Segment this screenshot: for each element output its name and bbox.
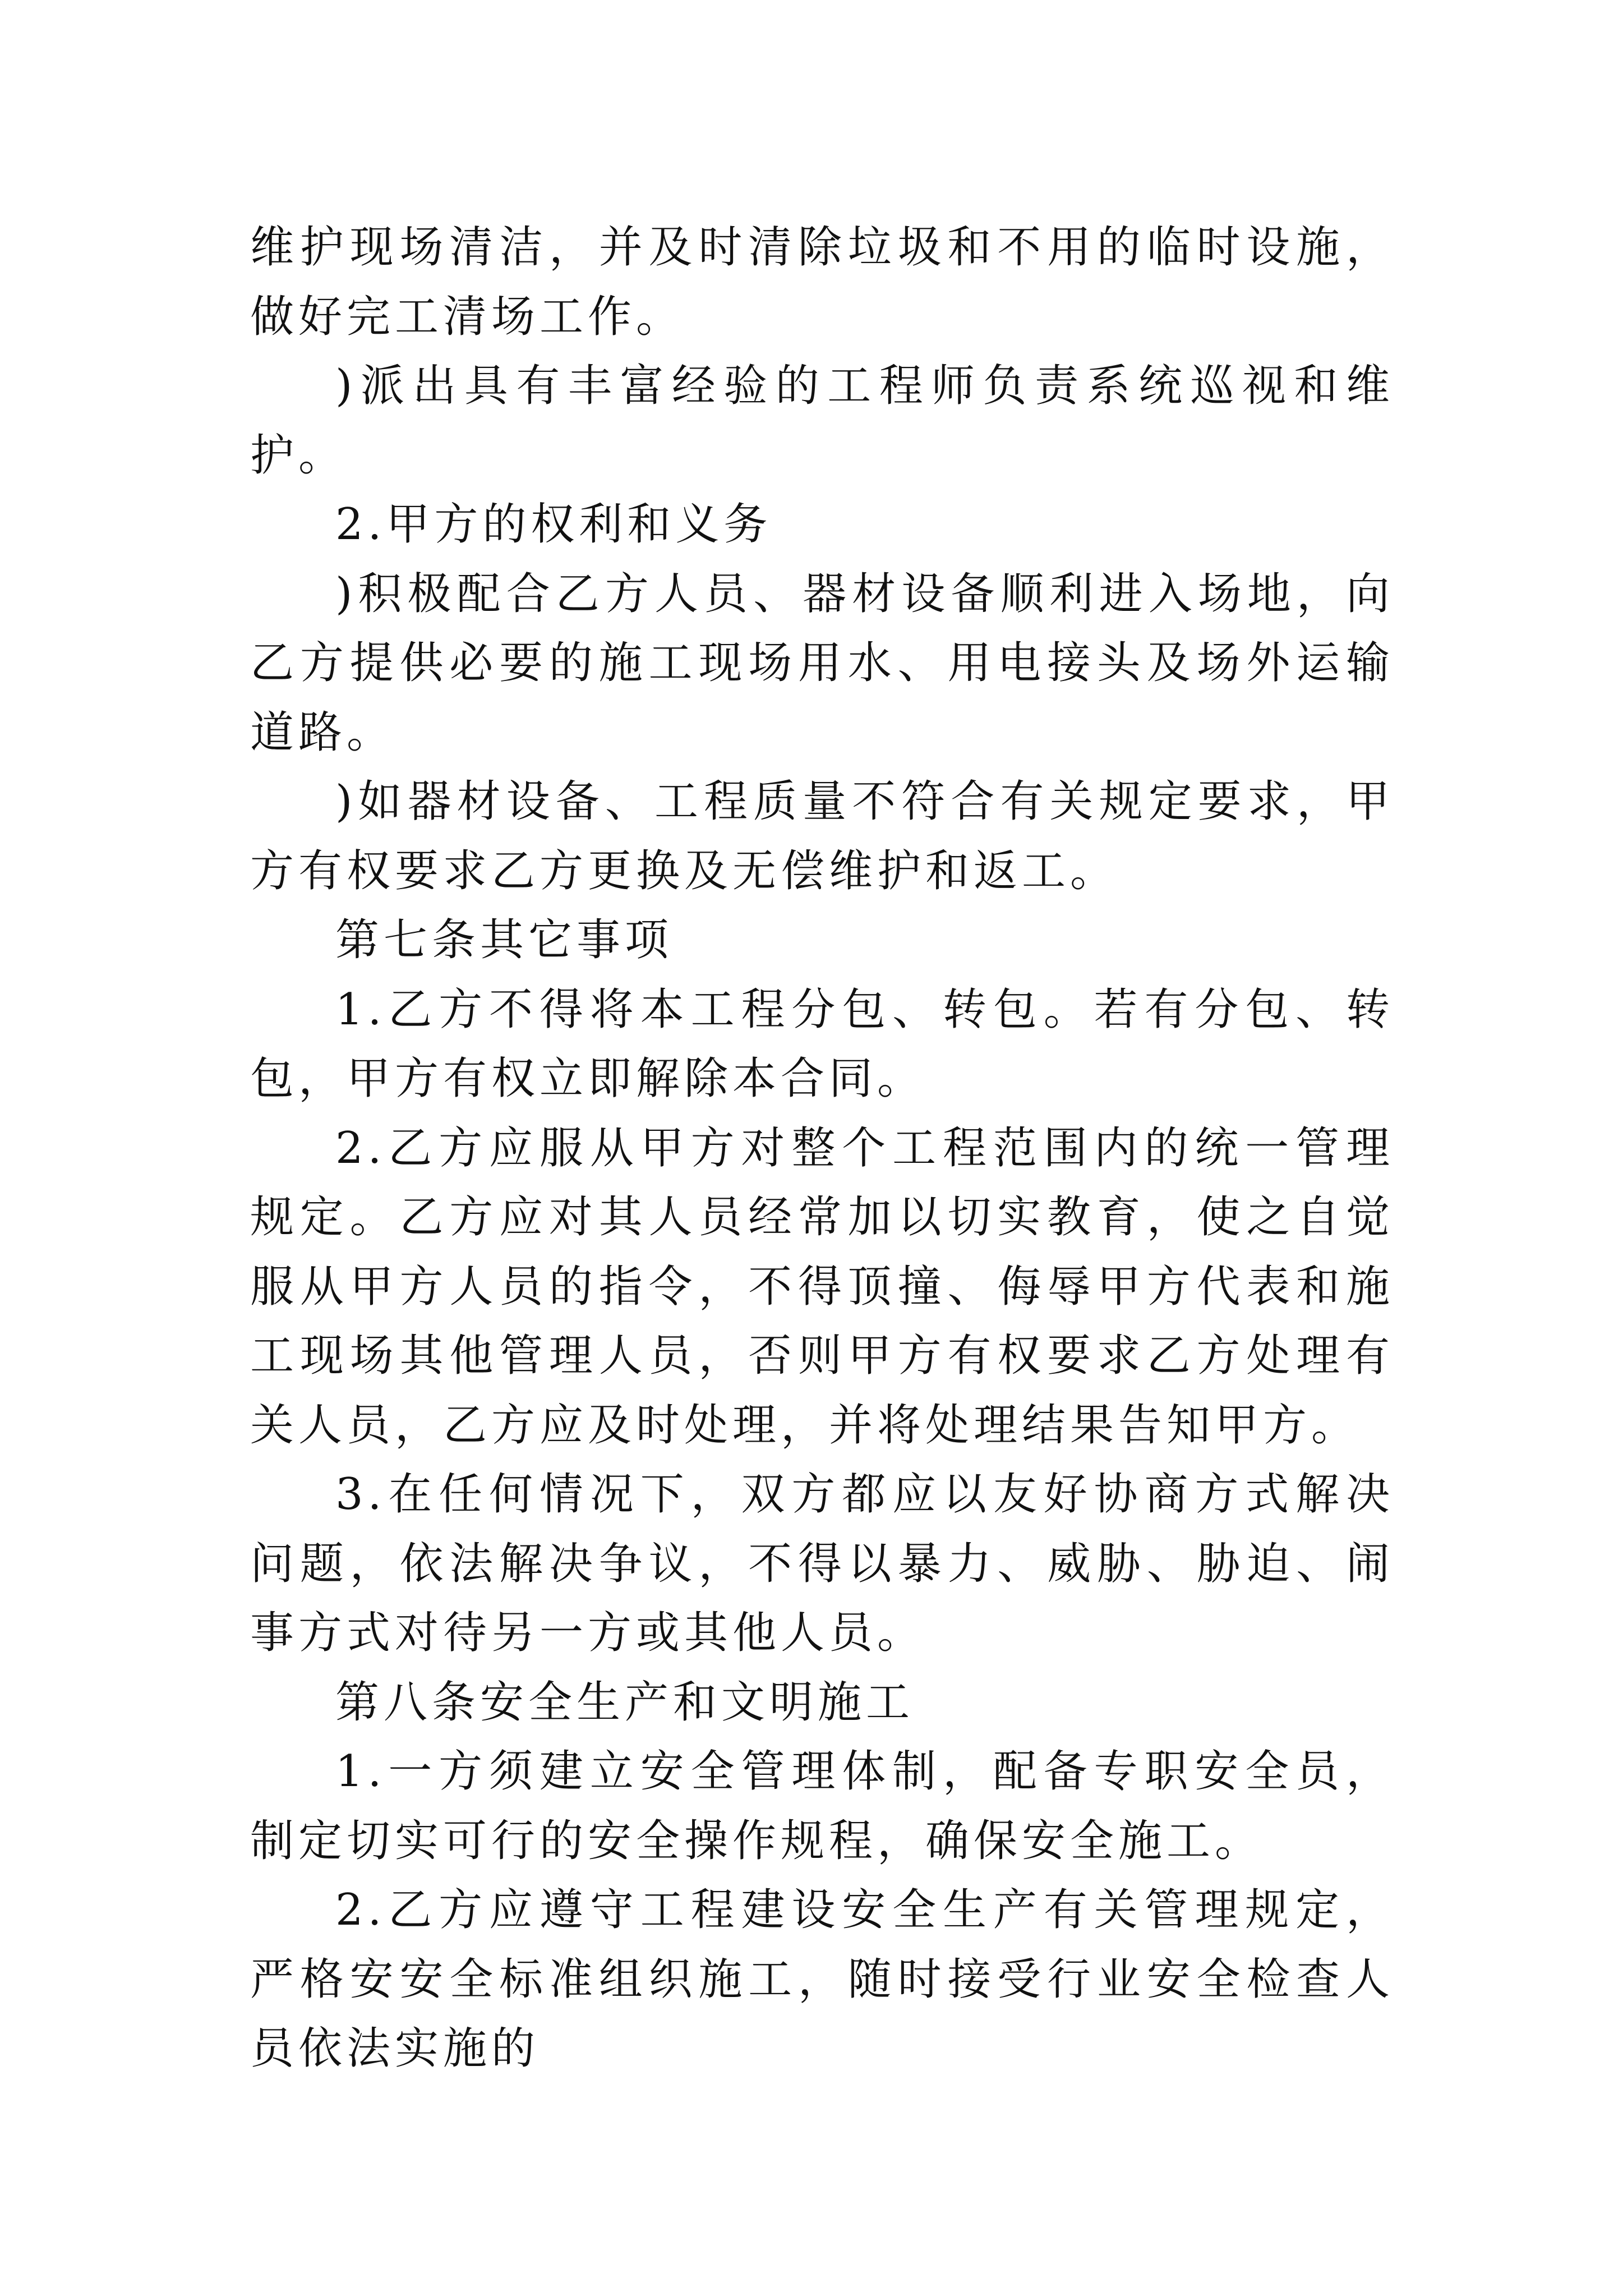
paragraph-no-subcontracting: 1.乙方不得将本工程分包、转包。若有分包、转包，甲方有权立即解除本合同。 [250,984,1394,1104]
article-heading-other-matters: 第七条其它事项 [335,915,674,965]
paragraph-dispute-resolution: 3.在任何情况下，双方都应以友好协商方式解决问题，依法解决争议，不得以暴力、威胁、胁迫、闹事方式对待另一方或其他人员。 [250,1469,1394,1658]
paragraph-safety-system: 1.一方须建立安全管理体制，配备专职安全员，制定切实可行的安全操作规程，确保安全施工。 [250,1746,1394,1866]
article-heading-safety: 第八条安全生产和文明施工 [335,1677,915,1728]
paragraph-site-cleanup: 维护现场清洁，并及时清除垃圾和不用的临时设施，做好完工清场工作。 [250,222,1394,342]
paragraph-site-access: )积极配合乙方人员、器材设备顺利进入场地，向乙方提供必要的施工现场用水、用电接头及场外运输道路。 [250,568,1394,758]
section-heading-party-a-rights: 2.甲方的权利和义务 [335,499,772,550]
paragraph-unified-management: 2.乙方应服从甲方对整个工程范围内的统一管理规定。乙方应对其人员经常加以切实教育，使之自觉服从甲方人员的指令，不得顶撞、侮辱甲方代表和施工现场其他管理人员，否则甲方有权要求乙方处理有关人员，乙方应及时处理，并将处理结果告知甲方。 [250,1122,1394,1451]
paragraph-quality-requirements: )如器材设备、工程质量不符合有关规定要求，甲方有权要求乙方更换及无偿维护和返工。 [250,776,1394,896]
paragraph-engineer-maintenance: )派出具有丰富经验的工程师负责系统巡视和维护。 [250,361,1394,481]
document-body [250,213,1394,2084]
paragraph-safety-compliance: 2.乙方应遵守工程建设安全生产有关管理规定，严格安安全标准组织施工，随时接受行业安全检查人员依法实施的 [250,1885,1394,2074]
